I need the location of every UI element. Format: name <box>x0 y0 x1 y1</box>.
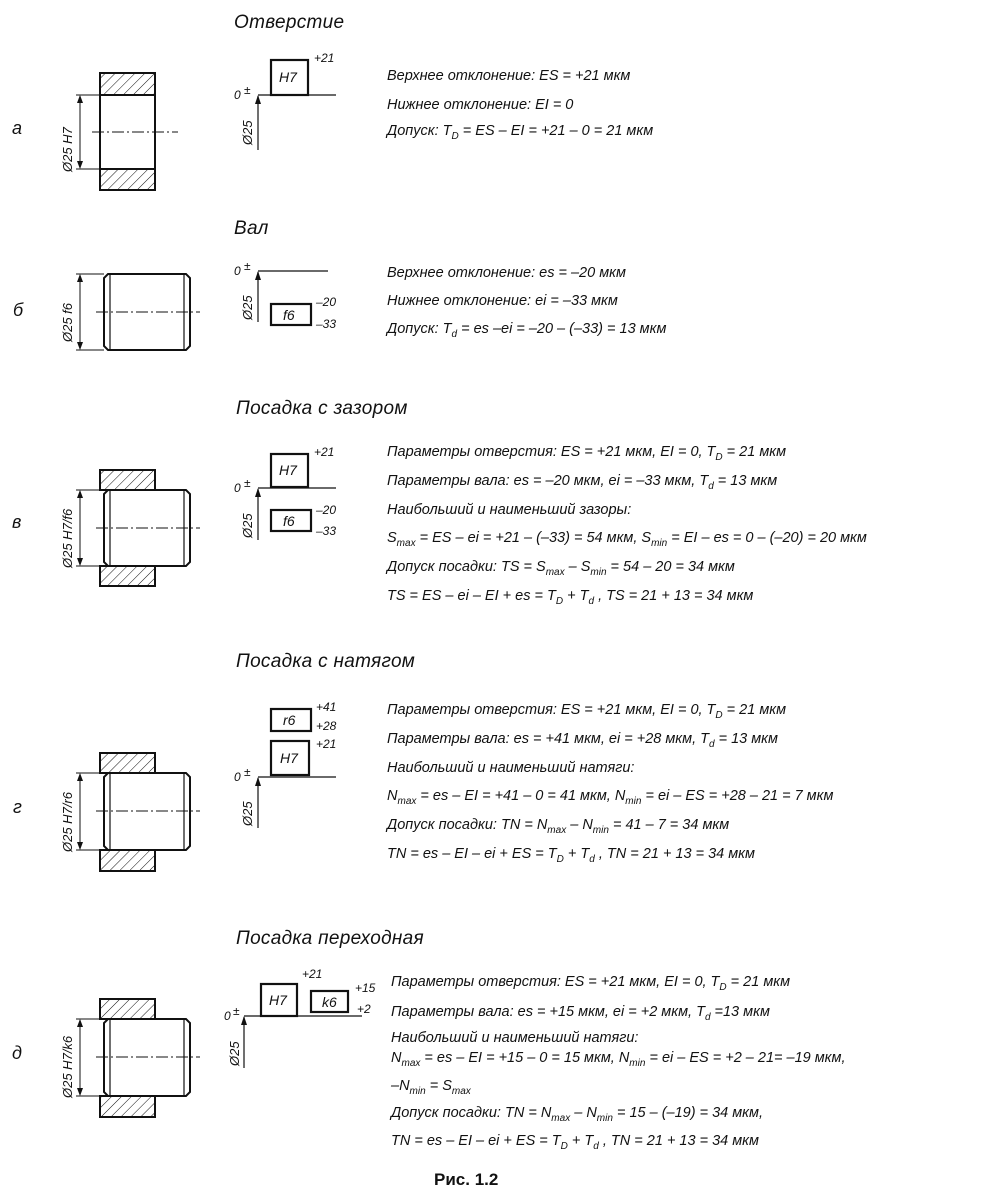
section-g-dim-label: Ø25 H7/r6 <box>60 792 75 852</box>
section-d-pm: ± <box>233 1004 240 1018</box>
section-v-title: Посадка с зазором <box>236 398 408 419</box>
text-line: Параметры вала: es = +15 мкм, ei = +2 мкм, $T_d =13$ мкм <box>391 1004 770 1023</box>
section-g-part <box>60 753 200 871</box>
tolerance-box-f6-lower: –33 <box>316 317 337 331</box>
section-d-title: Посадка переходная <box>236 928 424 949</box>
section-b-pm: ± <box>244 259 251 273</box>
text-line: Верхнее отклонение: ES = +21 мкм <box>387 68 631 84</box>
section-g-title: Посадка с натягом <box>236 651 416 672</box>
section-a-zero: 0 <box>234 88 241 102</box>
text-line: Наибольший и наименьший натяги: <box>391 1030 639 1046</box>
tolerance-box-h7-upper: +21 <box>302 967 323 981</box>
text-line: Допуск: $T_d$ = es –ei = –20 – (–33) = 13 мкм <box>387 321 667 340</box>
section-v-letter: в <box>12 512 22 532</box>
section-d-zero: 0 <box>224 1009 231 1023</box>
section-v-dim-label: Ø25 H7/f6 <box>60 508 75 568</box>
tolerance-box-k6-label: k6 <box>322 994 337 1010</box>
text-line: $S_{max}$ = ES – ei = +21 – (–33) = 54 мкм, $S_{min}$ = EI – es = 0 – (–20) = 20 мкм <box>387 530 867 549</box>
text-line: TS = ES – ei – EI + es = $T_D + T_d$ , TS = 21 + 13 = 34 мкм <box>387 588 754 607</box>
text-line: $-N_{min} = S_{max}$ <box>391 1078 471 1097</box>
tolerance-box-r6-lower: +28 <box>316 719 337 733</box>
section-b-dim-label: Ø25 f6 <box>60 302 75 342</box>
text-line: Допуск: $T_D$ = ES – EI = +21 – 0 = 21 мкм <box>387 123 654 142</box>
text-line: Наибольший и наименьший зазоры: <box>387 502 632 518</box>
text-line: Допуск посадки: TN = $N_{max} - N_{min} = 41 - 7 = 34$ мкм <box>387 817 730 836</box>
text-line: Нижнее отклонение: ei = –33 мкм <box>387 293 618 309</box>
section-b-axis-label: Ø25 <box>240 295 255 320</box>
tolerance-box-h7-label: H7 <box>269 992 287 1008</box>
tolerance-box-f6-label: f6 <box>283 513 295 529</box>
tolerance-box-f6-upper: –20 <box>316 503 337 517</box>
text-line: Нижнее отклонение: EI = 0 <box>387 97 574 113</box>
section-b-tolerance-scheme <box>234 259 336 331</box>
section-a-tolerance-scheme <box>234 51 336 150</box>
tolerance-box-h7-upper: +21 <box>314 445 335 459</box>
tolerance-box-f6-label: f6 <box>283 307 295 323</box>
section-a-letter: а <box>12 118 23 138</box>
tolerance-box-f6-upper: –20 <box>316 295 337 309</box>
section-a-title: Отверстие <box>234 12 345 33</box>
tolerance-box-k6-lower: +2 <box>357 1002 371 1016</box>
figure-caption: Рис. 1.2 <box>434 1170 499 1189</box>
section-a-pm: ± <box>244 83 251 97</box>
section-v-zero: 0 <box>234 481 241 495</box>
text-line: Параметры вала: es = +41 мкм, ei = +28 мкм, $T_d = 13$ мкм <box>387 731 778 750</box>
section-a-axis-label: Ø25 <box>240 120 255 145</box>
section-v-axis-label: Ø25 <box>240 513 255 538</box>
section-v-tolerance-scheme <box>234 445 336 540</box>
text-line: Наибольший и наименьший натяги: <box>387 760 635 776</box>
section-a-dim-label: Ø25 H7 <box>60 127 75 172</box>
tolerance-box-k6-upper: +15 <box>355 981 376 995</box>
tolerance-box-h7-label: H7 <box>279 462 297 478</box>
section-g-tolerance-scheme <box>234 700 337 828</box>
section-d-part <box>60 999 200 1117</box>
section-d-axis-label: Ø25 <box>227 1041 242 1066</box>
tolerance-box-h7-upper: +21 <box>314 51 335 65</box>
section-v-pm: ± <box>244 476 251 490</box>
text-line: Параметры отверстия: ES = +21 мкм, EI = 0, $T_D = 21$ мкм <box>387 444 787 463</box>
text-line: Допуск посадки: TS = $S_{max} - S_{min} = 54 - 20 = 34$ мкм <box>387 559 735 578</box>
text-line: Параметры отверстия: ES = +21 мкм, EI = 0, $T_D = 21$ мкм <box>391 974 791 993</box>
text-line: TN = es – EI – ei + ES = $T_D + T_d$ , TN = 21 + 13 = 34 мкм <box>387 846 755 865</box>
tolerance-box-h7-label: H7 <box>279 69 297 85</box>
tolerance-box-h7-upper: +21 <box>316 737 337 751</box>
text-line: Допуск посадки: TN = $N_{max} - N_{min} = 15 - (-19) = 34$ мкм, <box>391 1105 763 1124</box>
section-d-letter: д <box>12 1043 22 1063</box>
section-a-part <box>60 73 178 190</box>
tolerance-box-f6-lower: –33 <box>316 524 337 538</box>
section-d-tolerance-scheme <box>224 967 376 1068</box>
section-g-axis-label: Ø25 <box>240 801 255 826</box>
section-b-zero: 0 <box>234 264 241 278</box>
text-line: Верхнее отклонение: es = –20 мкм <box>387 265 626 281</box>
section-d-dim-label: Ø25 H7/k6 <box>60 1035 75 1098</box>
section-b-part <box>60 274 200 350</box>
text-line: TN = es – EI – ei + ES = $T_D + T_d$ , TN = 21 + 13 = 34 мкм <box>391 1133 759 1152</box>
tolerance-box-h7-label: H7 <box>280 750 298 766</box>
section-g-letter: г <box>13 797 22 817</box>
tolerance-box-r6-label: r6 <box>283 712 296 728</box>
tolerance-box-r6-upper: +41 <box>316 700 337 714</box>
text-line: $N_{max}$ = es – EI = +41 – 0 = 41 мкм, $N_{min}$ = ei – ES = +28 – 21 = 7 мкм <box>387 788 834 807</box>
text-line: Параметры вала: es = –20 мкм, ei = –33 мкм, $T_d = 13$ мкм <box>387 473 778 492</box>
section-v-part <box>60 470 200 586</box>
text-line: Параметры отверстия: ES = +21 мкм, EI = 0, $T_D = 21$ мкм <box>387 702 787 721</box>
section-g-pm: ± <box>244 765 251 779</box>
section-g-zero: 0 <box>234 770 241 784</box>
section-b-title: Вал <box>234 218 269 239</box>
text-line: $N_{max}$ = es – EI = +15 – 0 = 15 мкм, $N_{min}$ = ei – ES = +2 – 21= –19 мкм, <box>391 1050 846 1069</box>
section-b-letter: б <box>13 300 24 320</box>
